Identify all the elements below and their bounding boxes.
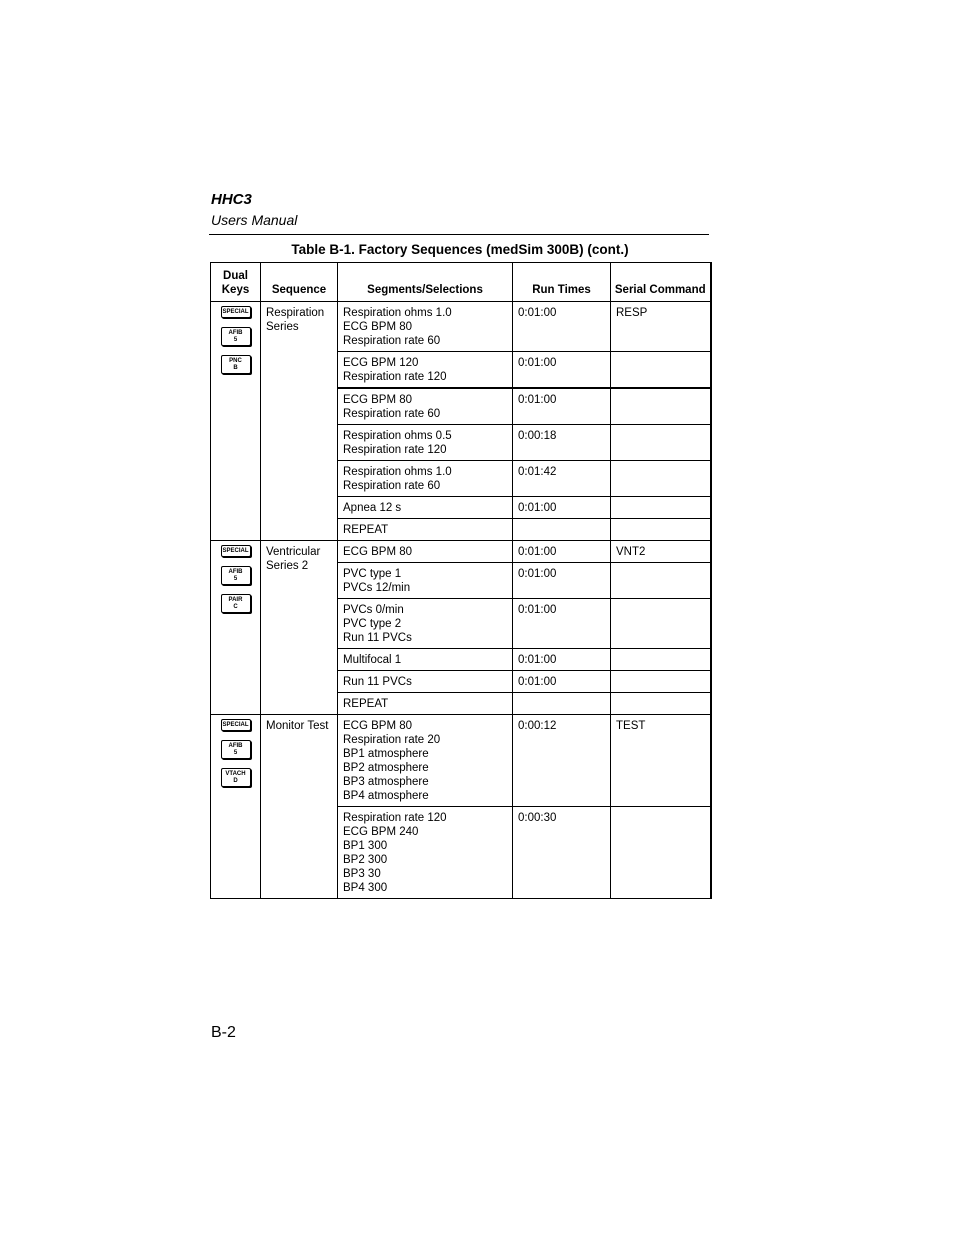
serial-command-cell [611,693,711,715]
segment-line: ECG BPM 80 [343,321,413,333]
sequence-name-line: Series [266,321,299,333]
col-header-dual-keys-line: Dual [223,270,248,282]
key-label: B [233,365,238,371]
keypad-key-icon [221,566,251,585]
key-label: 5 [233,576,238,582]
sequence-name-line: Series 2 [266,560,309,572]
segment-line: Respiration ohms 1.0 [343,307,452,319]
sequence-name-line: Monitor Test [266,720,329,732]
table-row [211,302,711,352]
key-label: SPECIAL [222,309,249,315]
keypad-key-icon [221,327,251,346]
segments-cell [338,563,513,599]
key-label: PAIR [228,597,243,603]
serial-command-cell [611,388,711,425]
segment-line: Run 11 PVCs [343,632,412,644]
segments-cell [338,671,513,693]
keypad-key-icon [221,355,251,374]
segment-line: BP2 300 [343,854,388,866]
serial-command-cell [611,352,711,389]
run-time-cell [513,693,611,715]
col-header-run-times: Run Times [513,263,611,302]
key-label: 5 [233,337,238,343]
segments-cell [338,715,513,807]
segment-line: ECG BPM 80 [343,394,413,406]
run-time-cell [513,519,611,541]
segment-line: Respiration rate 120 [343,371,447,383]
serial-command-cell [611,563,711,599]
run-time-cell: 0:00:30 [513,807,611,899]
segments-cell [338,519,513,541]
table-caption: Table B-1. Factory Sequences (medSim 300B) (cont.) [291,242,629,257]
serial-command-cell [611,519,711,541]
sequence-name-cell [261,302,338,541]
serial-command-cell [611,599,711,649]
segments-cell [338,497,513,519]
run-time-cell: 0:01:00 [513,671,611,693]
segment-line: BP1 300 [343,840,388,852]
manual-subtitle: Users Manual [211,212,298,228]
serial-command-cell: VNT2 [611,541,711,563]
table-row [211,715,711,807]
key-label: D [233,778,238,784]
table-header-row [211,263,711,302]
key-label: PNC [229,358,242,364]
sequence-name-line: Ventricular [266,546,321,558]
manual-title: HHC3 [211,191,252,208]
col-header-sequence: Sequence [261,263,338,302]
dual-keys-cell [211,715,261,899]
run-time-cell: 0:01:00 [513,563,611,599]
run-time-cell: 0:01:00 [513,541,611,563]
segment-line: ECG BPM 80 [343,720,413,732]
col-header-serial-command: Serial Command [611,263,711,302]
header-divider [209,234,709,235]
col-header-dual-keys-line: Keys [221,284,250,296]
segment-line: BP1 atmosphere [343,748,429,760]
key-label: SPECIAL [222,548,249,554]
factory-sequences-table [210,262,712,899]
keypad-key-icon [221,740,251,759]
segment-line: Respiration ohms 1.0 [343,466,452,478]
segment-line: Respiration rate 60 [343,335,441,347]
sequence-name-line: Respiration [266,307,325,319]
segment-line: ECG BPM 120 [343,357,419,369]
run-time-cell: 0:00:12 [513,715,611,807]
key-label: AFIB [228,743,243,749]
keypad-key-icon [221,768,251,787]
segment-line: ECG BPM 240 [343,826,419,838]
segment-line: PVC type 2 [343,618,402,630]
segments-cell [338,461,513,497]
segment-line: REPEAT [343,698,389,710]
dual-keys-cell [211,302,261,541]
segment-line: Respiration rate 120 [343,812,447,824]
segment-line: Respiration ohms 0.5 [343,430,452,442]
keypad-key-icon [221,306,251,318]
key-label: C [233,604,238,610]
dual-keys-cell [211,541,261,715]
segments-cell [338,649,513,671]
keypad-key-icon [221,545,251,557]
run-time-cell: 0:01:00 [513,599,611,649]
run-time-cell: 0:01:00 [513,649,611,671]
segments-cell [338,807,513,899]
serial-command-cell [611,807,711,899]
col-header-dual-keys [211,263,261,302]
col-header-segments: Segments/Selections [338,263,513,302]
page-number: B-2 [211,1024,236,1041]
serial-command-cell: TEST [611,715,711,807]
run-time-cell: 0:01:00 [513,388,611,425]
segment-line: PVCs 12/min [343,582,411,594]
serial-command-cell [611,461,711,497]
key-label: AFIB [228,569,243,575]
run-time-cell: 0:01:00 [513,302,611,352]
segments-cell [338,302,513,352]
run-time-cell: 0:01:00 [513,352,611,389]
serial-command-cell [611,425,711,461]
segments-cell [338,541,513,563]
segment-line: ECG BPM 80 [343,546,413,558]
serial-command-cell: RESP [611,302,711,352]
segment-line: BP3 30 [343,868,381,880]
segment-line: BP4 atmosphere [343,790,429,802]
sequence-name-cell [261,541,338,715]
segments-cell [338,352,513,389]
serial-command-cell [611,671,711,693]
segment-line: BP3 atmosphere [343,776,429,788]
segment-line: PVC type 1 [343,568,402,580]
serial-command-cell [611,649,711,671]
table-row [211,541,711,563]
segments-cell [338,693,513,715]
segment-line: Respiration rate 60 [343,480,441,492]
serial-command-cell [611,497,711,519]
key-label: 5 [233,750,238,756]
keypad-key-icon [221,594,251,613]
key-label: AFIB [228,330,243,336]
segment-line: Respiration rate 120 [343,444,447,456]
segment-line: PVCs 0/min [343,604,404,616]
run-time-cell: 0:00:18 [513,425,611,461]
segments-cell [338,599,513,649]
segments-cell [338,388,513,425]
table-body [211,302,711,899]
sequence-name-cell [261,715,338,899]
keypad-key-icon [221,719,251,731]
segment-line: REPEAT [343,524,389,536]
segment-line: BP4 300 [343,882,388,894]
segment-line: Respiration rate 20 [343,734,441,746]
segments-cell [338,425,513,461]
run-time-cell: 0:01:00 [513,497,611,519]
key-label: VTACH [225,771,246,777]
segment-line: Apnea 12 s [343,502,402,514]
segment-line: Respiration rate 60 [343,408,441,420]
run-time-cell: 0:01:42 [513,461,611,497]
segment-line: Run 11 PVCs [343,676,412,688]
key-label: SPECIAL [222,722,249,728]
segment-line: Multifocal 1 [343,654,402,666]
segment-line: BP2 atmosphere [343,762,429,774]
